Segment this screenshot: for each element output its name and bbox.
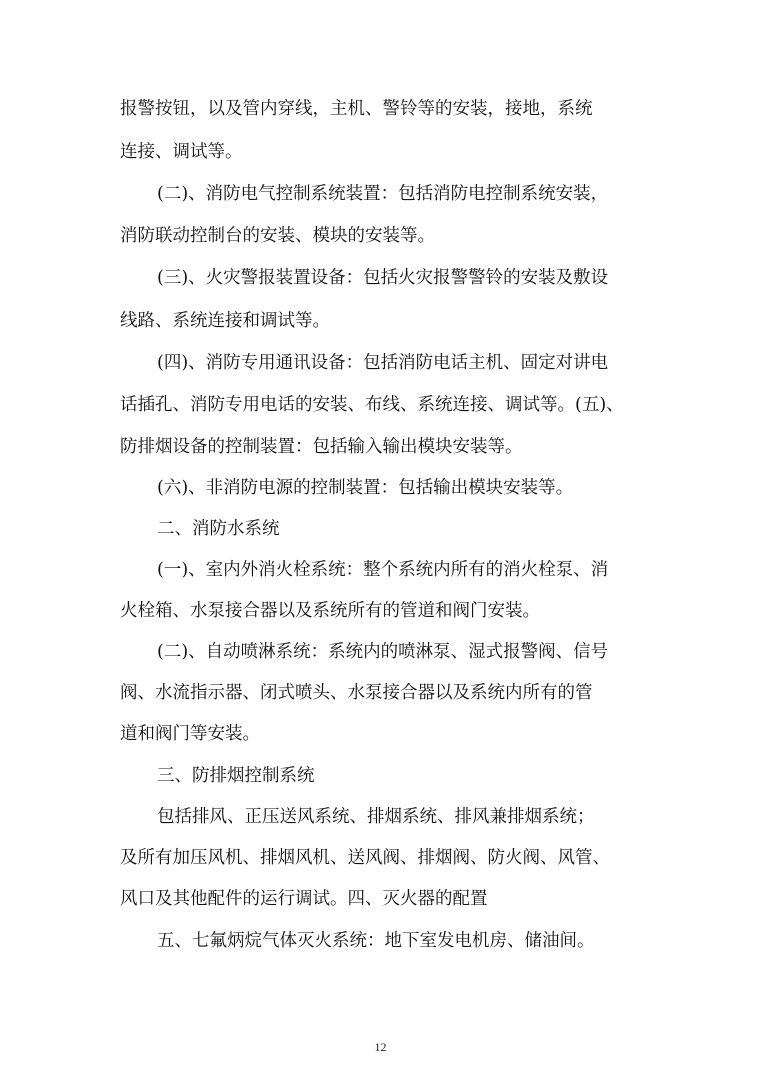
text-line: 五、七氟炳烷气体灭火系统：地下室发电机房、储油间。 (157, 931, 595, 951)
text-line: 话插孔、消防专用电话的安装、布线、系统连接、调试等。(五)、 (120, 395, 624, 415)
text-line: (二)、消防电气控制系统装置：包括消防电控制系统安装， (157, 184, 609, 204)
text-line: (六)、非消防电源的控制装置：包括输出模块安装等。 (157, 478, 574, 498)
text-line: 阀、水流指示器、闭式喷头、水泵接合器以及系统内所有的管 (120, 683, 593, 703)
text-line: (四)、消防专用通讯设备：包括消防电话主机、固定对讲电 (157, 353, 609, 373)
text-line: 线路、系统连接和调试等。 (120, 311, 330, 331)
text-line: 及所有加压风机、排烟风机、送风阀、排烟阀、防火阀、风管、 (120, 848, 610, 868)
section-heading: 三、防排烟控制系统 (157, 766, 315, 786)
text-line: 连接、调试等。 (120, 142, 243, 162)
text-line: 报警按钮，以及管内穿线，主机、警铃等的安装，接地，系统 (120, 99, 593, 119)
text-line: 包括排风、正压送风系统、排烟系统、排风兼排烟系统； (157, 807, 595, 827)
section-heading: 二、消防水系统 (157, 519, 280, 539)
page-number: 12 (374, 1040, 387, 1054)
text-line: 消防联动控制台的安装、模块的安装等。 (120, 226, 435, 246)
text-line: 火栓箱、水泵接合器以及系统所有的管道和阀门安装。 (120, 601, 540, 621)
text-line: 道和阀门等安装。 (120, 724, 260, 744)
text-line: (二)、自动喷淋系统：系统内的喷淋泵、湿式报警阀、信号 (157, 642, 609, 662)
text-line: (一)、室内外消火栓系统：整个系统内所有的消火栓泵、消 (157, 560, 609, 580)
text-line: (三)、火灾警报装置设备：包括火灾报警警铃的安装及敷设 (157, 268, 609, 288)
text-line: 风口及其他配件的运行调试。四、灭火器的配置 (120, 889, 488, 909)
text-line: 防排烟设备的控制装置：包括输入输出模块安装等。 (120, 437, 523, 457)
